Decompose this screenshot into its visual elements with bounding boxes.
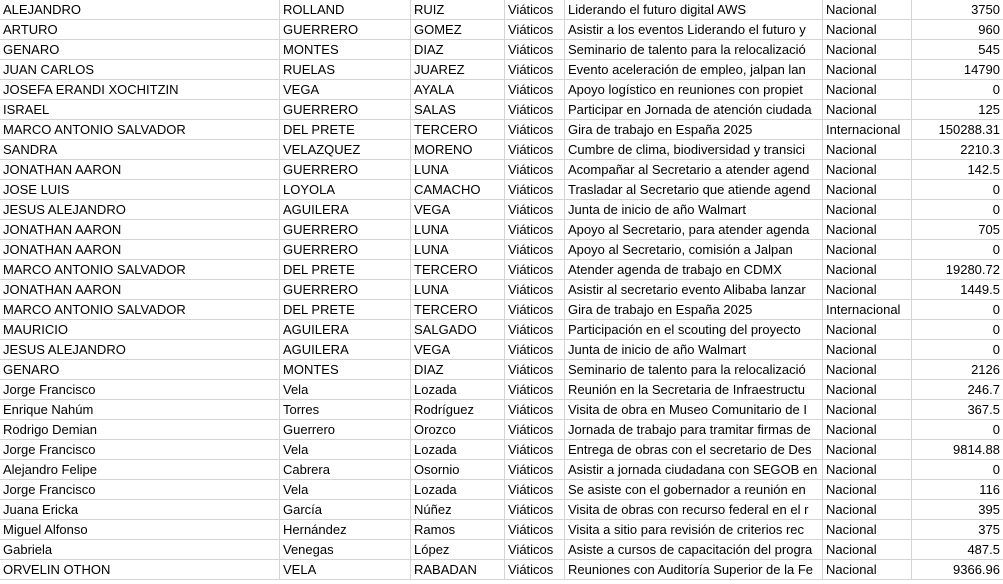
table-row <box>0 160 1003 180</box>
description-cell[interactable]: Cumbre de clima, biodiversidad y transici <box>565 140 823 159</box>
expense-type-cell[interactable]: Viáticos <box>505 320 565 339</box>
amount-cell[interactable]: 960 <box>978 22 1000 37</box>
scope-cell[interactable]: Nacional <box>823 260 912 279</box>
maternal-surname-cell[interactable]: RABADAN <box>411 560 505 579</box>
paternal-surname-cell[interactable]: GUERRERO <box>280 240 411 259</box>
expense-type-cell[interactable]: Viáticos <box>505 260 565 279</box>
table-row <box>0 360 1003 380</box>
maternal-surname-cell[interactable]: LUNA <box>411 220 505 239</box>
table-row <box>0 320 1003 340</box>
maternal-surname-cell[interactable]: Osornio <box>411 460 505 479</box>
amount-cell[interactable]: 0 <box>992 302 1000 317</box>
first-name-cell[interactable]: JOSEFA ERANDI XOCHITZIN <box>0 80 280 99</box>
description-cell[interactable]: Liderando el futuro digital AWS <box>565 0 823 19</box>
amount-cell[interactable]: 367.5 <box>967 402 1000 417</box>
description-cell[interactable]: Junta de inicio de año Walmart <box>565 200 823 219</box>
expense-type-cell[interactable]: Viáticos <box>505 540 565 559</box>
table-row <box>0 520 1003 540</box>
amount-cell[interactable]: 0 <box>992 422 1000 437</box>
amount-cell[interactable]: 0 <box>992 242 1000 257</box>
scope-cell[interactable]: Nacional <box>823 500 912 519</box>
description-cell[interactable]: Reuniones con Auditoría Superior de la Fe <box>565 560 823 579</box>
first-name-cell[interactable]: Jorge Francisco <box>0 480 280 499</box>
scope-cell[interactable]: Nacional <box>823 220 912 239</box>
table-row <box>0 200 1003 220</box>
scope-cell[interactable]: Nacional <box>823 480 912 499</box>
amount-cell[interactable]: 2210.3 <box>960 142 1000 157</box>
expense-type-cell[interactable]: Viáticos <box>505 200 565 219</box>
scope-cell[interactable]: Nacional <box>823 200 912 219</box>
maternal-surname-cell[interactable]: Lozada <box>411 440 505 459</box>
paternal-surname-cell[interactable]: Venegas <box>280 540 411 559</box>
first-name-cell[interactable]: GENARO <box>0 360 280 379</box>
scope-cell[interactable]: Nacional <box>823 460 912 479</box>
table-row <box>0 280 1003 300</box>
amount-cell[interactable]: 0 <box>992 202 1000 217</box>
table-row <box>0 220 1003 240</box>
first-name-cell[interactable]: MAURICIO <box>0 320 280 339</box>
paternal-surname-cell[interactable]: MONTES <box>280 40 411 59</box>
first-name-cell[interactable]: ORVELIN OTHON <box>0 560 280 579</box>
amount-cell[interactable]: 142.5 <box>967 162 1000 177</box>
paternal-surname-cell[interactable]: VELA <box>280 560 411 579</box>
paternal-surname-cell[interactable]: GUERRERO <box>280 100 411 119</box>
paternal-surname-cell[interactable]: GUERRERO <box>280 160 411 179</box>
paternal-surname-cell[interactable]: GUERRERO <box>280 280 411 299</box>
maternal-surname-cell[interactable]: GOMEZ <box>411 20 505 39</box>
description-cell[interactable]: Visita de obra en Museo Comunitario de I <box>565 400 823 419</box>
maternal-surname-cell[interactable]: TERCERO <box>411 120 505 139</box>
expense-type-cell[interactable]: Viáticos <box>505 180 565 199</box>
first-name-cell[interactable]: SANDRA <box>0 140 280 159</box>
expense-type-cell[interactable]: Viáticos <box>505 100 565 119</box>
maternal-surname-cell[interactable]: Orozco <box>411 420 505 439</box>
scope-cell[interactable]: Nacional <box>823 360 912 379</box>
scope-cell[interactable]: Nacional <box>823 340 912 359</box>
scope-cell[interactable]: Nacional <box>823 160 912 179</box>
amount-cell[interactable]: 0 <box>992 462 1000 477</box>
first-name-cell[interactable]: GENARO <box>0 40 280 59</box>
scope-cell[interactable]: Nacional <box>823 140 912 159</box>
first-name-cell[interactable]: JONATHAN AARON <box>0 220 280 239</box>
description-cell[interactable]: Apoyo al Secretario, para atender agenda <box>565 220 823 239</box>
paternal-surname-cell[interactable]: Guerrero <box>280 420 411 439</box>
scope-cell[interactable]: Nacional <box>823 280 912 299</box>
first-name-cell[interactable]: JUAN CARLOS <box>0 60 280 79</box>
first-name-cell[interactable]: Miguel Alfonso <box>0 520 280 539</box>
first-name-cell[interactable]: ALEJANDRO <box>0 0 280 19</box>
expense-type-cell[interactable]: Viáticos <box>505 400 565 419</box>
description-cell[interactable]: Se asiste con el gobernador a reunión en <box>565 480 823 499</box>
description-cell[interactable]: Gira de trabajo en España 2025 <box>565 300 823 319</box>
amount-cell[interactable]: 705 <box>978 222 1000 237</box>
amount-cell[interactable]: 125 <box>978 102 1000 117</box>
scope-cell[interactable]: Nacional <box>823 60 912 79</box>
table-row <box>0 40 1003 60</box>
table-row <box>0 0 1003 20</box>
scope-cell[interactable]: Nacional <box>823 520 912 539</box>
paternal-surname-cell[interactable]: Torres <box>280 400 411 419</box>
maternal-surname-cell[interactable]: Rodríguez <box>411 400 505 419</box>
expense-type-cell[interactable]: Viáticos <box>505 560 565 579</box>
amount-cell[interactable]: 9366.96 <box>953 562 1000 577</box>
paternal-surname-cell[interactable]: RUELAS <box>280 60 411 79</box>
maternal-surname-cell[interactable]: SALGADO <box>411 320 505 339</box>
maternal-surname-cell[interactable]: CAMACHO <box>411 180 505 199</box>
expense-type-cell[interactable]: Viáticos <box>505 360 565 379</box>
scope-cell[interactable]: Nacional <box>823 180 912 199</box>
maternal-surname-cell[interactable]: TERCERO <box>411 300 505 319</box>
description-cell[interactable]: Apoyo al Secretario, comisión a Jalpan <box>565 240 823 259</box>
expense-type-cell[interactable]: Viáticos <box>505 340 565 359</box>
expense-type-cell[interactable]: Viáticos <box>505 460 565 479</box>
description-cell[interactable]: Acompañar al Secretario a atender agend <box>565 160 823 179</box>
scope-cell[interactable]: Nacional <box>823 80 912 99</box>
table-row <box>0 540 1003 560</box>
paternal-surname-cell[interactable]: GUERRERO <box>280 20 411 39</box>
first-name-cell[interactable]: Rodrigo Demian <box>0 420 280 439</box>
scope-cell[interactable]: Nacional <box>823 100 912 119</box>
maternal-surname-cell[interactable]: DIAZ <box>411 360 505 379</box>
table-row <box>0 340 1003 360</box>
amount-cell[interactable]: 14790 <box>963 62 1000 77</box>
expense-type-cell[interactable]: Viáticos <box>505 520 565 539</box>
description-cell[interactable]: Asistir al secretario evento Alibaba lanzar <box>565 280 823 299</box>
first-name-cell[interactable]: MARCO ANTONIO SALVADOR <box>0 260 280 279</box>
maternal-surname-cell[interactable]: AYALA <box>411 80 505 99</box>
scope-cell[interactable]: Nacional <box>823 20 912 39</box>
description-cell[interactable]: Visita a sitio para revisión de criterios rec <box>565 520 823 539</box>
first-name-cell[interactable]: ARTURO <box>0 20 280 39</box>
paternal-surname-cell[interactable]: DEL PRETE <box>280 260 411 279</box>
maternal-surname-cell[interactable]: Lozada <box>411 480 505 499</box>
description-cell[interactable]: Junta de inicio de año Walmart <box>565 340 823 359</box>
first-name-cell[interactable]: MARCO ANTONIO SALVADOR <box>0 300 280 319</box>
amount-cell[interactable]: 0 <box>992 322 1000 337</box>
amount-cell[interactable]: 116 <box>979 482 1000 497</box>
paternal-surname-cell[interactable]: AGUILERA <box>280 200 411 219</box>
description-cell[interactable]: Visita de obras con recurso federal en el r <box>565 500 823 519</box>
table-row <box>0 300 1003 320</box>
table-row <box>0 380 1003 400</box>
maternal-surname-cell[interactable]: DIAZ <box>411 40 505 59</box>
amount-cell[interactable]: 1449.5 <box>960 282 1000 297</box>
expense-type-cell[interactable]: Viáticos <box>505 500 565 519</box>
description-cell[interactable]: Reunión en la Secretaria de Infraestructu <box>565 380 823 399</box>
amount-cell[interactable]: 2126 <box>971 362 1000 377</box>
amount-cell[interactable]: 0 <box>992 82 1000 97</box>
first-name-cell[interactable]: JONATHAN AARON <box>0 280 280 299</box>
first-name-cell[interactable]: JONATHAN AARON <box>0 160 280 179</box>
description-cell[interactable]: Jornada de trabajo para tramitar firmas de <box>565 420 823 439</box>
paternal-surname-cell[interactable]: Hernández <box>280 520 411 539</box>
first-name-cell[interactable]: MARCO ANTONIO SALVADOR <box>0 120 280 139</box>
first-name-cell[interactable]: JOSE LUIS <box>0 180 280 199</box>
scope-cell[interactable]: Nacional <box>823 320 912 339</box>
table-row <box>0 560 1003 580</box>
amount-cell[interactable]: 375 <box>978 522 1000 537</box>
maternal-surname-cell[interactable]: Ramos <box>411 520 505 539</box>
description-cell[interactable]: Trasladar al Secretario que atiende agend <box>565 180 823 199</box>
table-row <box>0 120 1003 140</box>
paternal-surname-cell[interactable]: AGUILERA <box>280 320 411 339</box>
table-row <box>0 100 1003 120</box>
maternal-surname-cell[interactable]: LUNA <box>411 280 505 299</box>
amount-cell[interactable]: 3750 <box>971 2 1000 17</box>
description-cell[interactable]: Apoyo logístico en reuniones con propiet <box>565 80 823 99</box>
description-cell[interactable]: Evento aceleración de empleo, jalpan lan <box>565 60 823 79</box>
expense-type-cell[interactable]: Viáticos <box>505 40 565 59</box>
table-row <box>0 480 1003 500</box>
paternal-surname-cell[interactable]: GUERRERO <box>280 220 411 239</box>
amount-cell[interactable]: 0 <box>992 342 1000 357</box>
expense-type-cell[interactable]: Viáticos <box>505 220 565 239</box>
expense-type-cell[interactable]: Viáticos <box>505 380 565 399</box>
maternal-surname-cell[interactable]: Núñez <box>411 500 505 519</box>
table-row <box>0 60 1003 80</box>
first-name-cell[interactable]: Jorge Francisco <box>0 380 280 399</box>
maternal-surname-cell[interactable]: Lozada <box>411 380 505 399</box>
maternal-surname-cell[interactable]: López <box>411 540 505 559</box>
table-row <box>0 20 1003 40</box>
maternal-surname-cell[interactable]: SALAS <box>411 100 505 119</box>
maternal-surname-cell[interactable]: RUIZ <box>411 0 505 19</box>
amount-cell[interactable]: 487.5 <box>967 542 1000 557</box>
first-name-cell[interactable]: Enrique Nahúm <box>0 400 280 419</box>
expense-type-cell[interactable]: Viáticos <box>505 60 565 79</box>
maternal-surname-cell[interactable]: LUNA <box>411 240 505 259</box>
table-row <box>0 500 1003 520</box>
first-name-cell[interactable]: ISRAEL <box>0 100 280 119</box>
first-name-cell[interactable]: JESUS ALEJANDRO <box>0 340 280 359</box>
description-cell[interactable]: Gira de trabajo en España 2025 <box>565 120 823 139</box>
first-name-cell[interactable]: JESUS ALEJANDRO <box>0 200 280 219</box>
paternal-surname-cell[interactable]: Cabrera <box>280 460 411 479</box>
maternal-surname-cell[interactable]: VEGA <box>411 200 505 219</box>
expense-type-cell[interactable]: Viáticos <box>505 420 565 439</box>
description-cell[interactable]: Participación en el scouting del proyecto <box>565 320 823 339</box>
table-row <box>0 420 1003 440</box>
amount-cell[interactable]: 545 <box>978 42 1000 57</box>
table-row <box>0 440 1003 460</box>
table-row <box>0 80 1003 100</box>
table-row <box>0 140 1003 160</box>
amount-cell[interactable]: 19280.72 <box>945 262 1000 277</box>
description-cell[interactable]: Asiste a cursos de capacitación del progra <box>565 540 823 559</box>
expense-type-cell[interactable]: Viáticos <box>505 440 565 459</box>
amount-cell[interactable]: 395 <box>978 502 1000 517</box>
expense-type-cell[interactable]: Viáticos <box>505 80 565 99</box>
scope-cell[interactable]: Nacional <box>823 240 912 259</box>
paternal-surname-cell[interactable]: Vela <box>280 480 411 499</box>
description-cell[interactable]: Participar en Jornada de atención ciudada <box>565 100 823 119</box>
amount-cell[interactable]: 150288.31 <box>938 122 1000 137</box>
expense-type-cell[interactable]: Viáticos <box>505 140 565 159</box>
expense-type-cell[interactable]: Viáticos <box>505 280 565 299</box>
maternal-surname-cell[interactable]: MORENO <box>411 140 505 159</box>
paternal-surname-cell[interactable]: MONTES <box>280 360 411 379</box>
table-row <box>0 180 1003 200</box>
first-name-cell[interactable]: JONATHAN AARON <box>0 240 280 259</box>
paternal-surname-cell[interactable]: Vela <box>280 380 411 399</box>
description-cell[interactable]: Asistir a jornada ciudadana con SEGOB en <box>565 460 823 479</box>
expense-type-cell[interactable]: Viáticos <box>505 480 565 499</box>
paternal-surname-cell[interactable]: VELAZQUEZ <box>280 140 411 159</box>
first-name-cell[interactable]: Alejandro Felipe <box>0 460 280 479</box>
expense-type-cell[interactable]: Viáticos <box>505 20 565 39</box>
amount-cell[interactable]: 0 <box>992 182 1000 197</box>
expense-type-cell[interactable]: Viáticos <box>505 240 565 259</box>
description-cell[interactable]: Atender agenda de trabajo en CDMX <box>565 260 823 279</box>
description-cell[interactable]: Seminario de talento para la relocalizació <box>565 360 823 379</box>
paternal-surname-cell[interactable]: DEL PRETE <box>280 120 411 139</box>
description-cell[interactable]: Seminario de talento para la relocalizació <box>565 40 823 59</box>
amount-cell[interactable]: 246.7 <box>967 382 1000 397</box>
description-cell[interactable]: Entrega de obras con el secretario de Des <box>565 440 823 459</box>
expense-type-cell[interactable]: Viáticos <box>505 300 565 319</box>
table-row <box>0 460 1003 480</box>
maternal-surname-cell[interactable]: JUAREZ <box>411 60 505 79</box>
first-name-cell[interactable]: Jorge Francisco <box>0 440 280 459</box>
scope-cell[interactable]: Nacional <box>823 420 912 439</box>
amount-cell[interactable]: 9814.88 <box>953 442 1000 457</box>
scope-cell[interactable]: Internacional <box>823 300 912 319</box>
scope-cell[interactable]: Nacional <box>823 40 912 59</box>
first-name-cell[interactable]: Juana Ericka <box>0 500 280 519</box>
first-name-cell[interactable]: Gabriela <box>0 540 280 559</box>
table-row <box>0 260 1003 280</box>
paternal-surname-cell[interactable]: LOYOLA <box>280 180 411 199</box>
scope-cell[interactable]: Nacional <box>823 440 912 459</box>
scope-cell[interactable]: Nacional <box>823 540 912 559</box>
paternal-surname-cell[interactable]: AGUILERA <box>280 340 411 359</box>
scope-cell[interactable]: Nacional <box>823 560 912 579</box>
paternal-surname-cell[interactable]: VEGA <box>280 80 411 99</box>
paternal-surname-cell[interactable]: ROLLAND <box>280 0 411 19</box>
maternal-surname-cell[interactable]: VEGA <box>411 340 505 359</box>
expense-type-cell[interactable]: Viáticos <box>505 120 565 139</box>
scope-cell[interactable]: Nacional <box>823 380 912 399</box>
expense-type-cell[interactable]: Viáticos <box>505 160 565 179</box>
scope-cell[interactable]: Internacional <box>823 120 912 139</box>
scope-cell[interactable]: Nacional <box>823 400 912 419</box>
maternal-surname-cell[interactable]: LUNA <box>411 160 505 179</box>
maternal-surname-cell[interactable]: TERCERO <box>411 260 505 279</box>
expense-type-cell[interactable]: Viáticos <box>505 0 565 19</box>
paternal-surname-cell[interactable]: Vela <box>280 440 411 459</box>
paternal-surname-cell[interactable]: García <box>280 500 411 519</box>
paternal-surname-cell[interactable]: DEL PRETE <box>280 300 411 319</box>
description-cell[interactable]: Asistir a los eventos Liderando el futuro y <box>565 20 823 39</box>
table-row <box>0 240 1003 260</box>
table-row <box>0 400 1003 420</box>
scope-cell[interactable]: Nacional <box>823 0 912 19</box>
